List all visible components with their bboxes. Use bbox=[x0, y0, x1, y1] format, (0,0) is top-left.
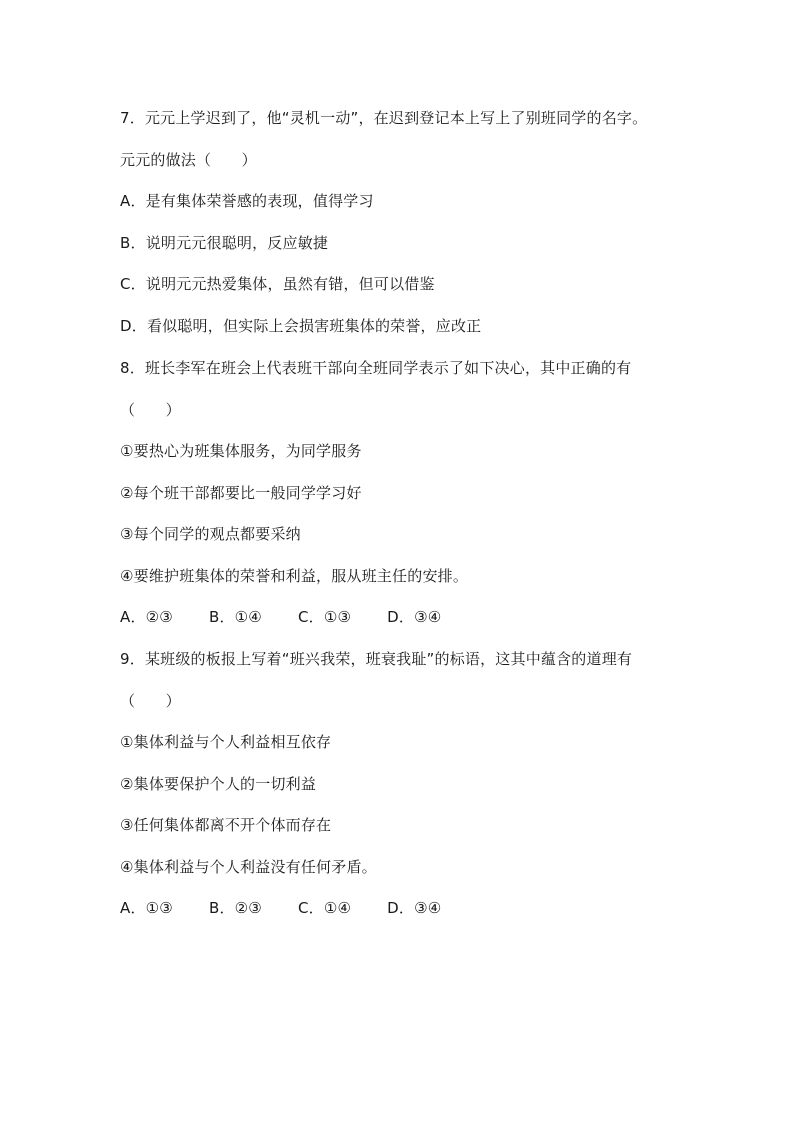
q9-statement-4: ④集体利益与个人利益没有任何矛盾。 bbox=[120, 858, 377, 876]
q8-stem-line2: （ ） bbox=[120, 401, 181, 419]
q8-choice-a: A．②③ bbox=[120, 608, 173, 626]
q8-statement-1: ①要热心为班集体服务，为同学服务 bbox=[120, 442, 362, 460]
q9-choice-c: C．①④ bbox=[297, 899, 352, 917]
q8-statement-3: ③每个同学的观点都要采纳 bbox=[120, 525, 301, 543]
q9-choice-b: B．②③ bbox=[208, 899, 262, 917]
q8-statement-2: ②每个班干部都要比一般同学学习好 bbox=[120, 484, 362, 502]
q8-stem-line1: 8．班长李军在班会上代表班干部向全班同学表示了如下决心，其中正确的有 bbox=[120, 359, 632, 377]
q9-statement-2: ②集体要保护个人的一切利益 bbox=[120, 775, 317, 793]
q9-choice-a: A．①③ bbox=[120, 899, 173, 917]
q8-choices bbox=[120, 607, 441, 627]
q7-option-a: A．是有集体荣誉感的表现，值得学习 bbox=[120, 192, 374, 210]
q7-option-b: B．说明元元很聪明，反应敏捷 bbox=[120, 234, 329, 252]
q7-stem-line2: 元元的做法（ ） bbox=[120, 151, 257, 169]
q8-statement-4: ④要维护班集体的荣誉和利益，服从班主任的安排。 bbox=[120, 567, 469, 585]
q9-choices bbox=[120, 898, 441, 918]
q8-choice-b: B．①④ bbox=[208, 608, 262, 626]
q7-option-d: D．看似聪明，但实际上会损害班集体的荣誉，应改正 bbox=[120, 317, 482, 335]
q9-stem-line2: （ ） bbox=[120, 692, 181, 710]
q9-choice-d: D．③④ bbox=[387, 899, 442, 917]
q9-statement-1: ①集体利益与个人利益相互依存 bbox=[120, 733, 332, 751]
q7-option-c: C．说明元元热爱集体，虽然有错，但可以借鉴 bbox=[120, 275, 435, 293]
q9-stem-line1: 9．某班级的板报上写着“班兴我荣，班衰我耻”的标语，这其中蕴含的道理有 bbox=[120, 650, 633, 668]
q7-stem-line1: 7．元元上学迟到了，他“灵机一动”，在迟到登记本上写上了别班同学的名字。 bbox=[120, 109, 648, 127]
q8-choice-d: D．③④ bbox=[387, 608, 442, 626]
q9-statement-3: ③任何集体都离不开个体而存在 bbox=[120, 816, 332, 834]
q8-choice-c: C．①③ bbox=[297, 608, 352, 626]
